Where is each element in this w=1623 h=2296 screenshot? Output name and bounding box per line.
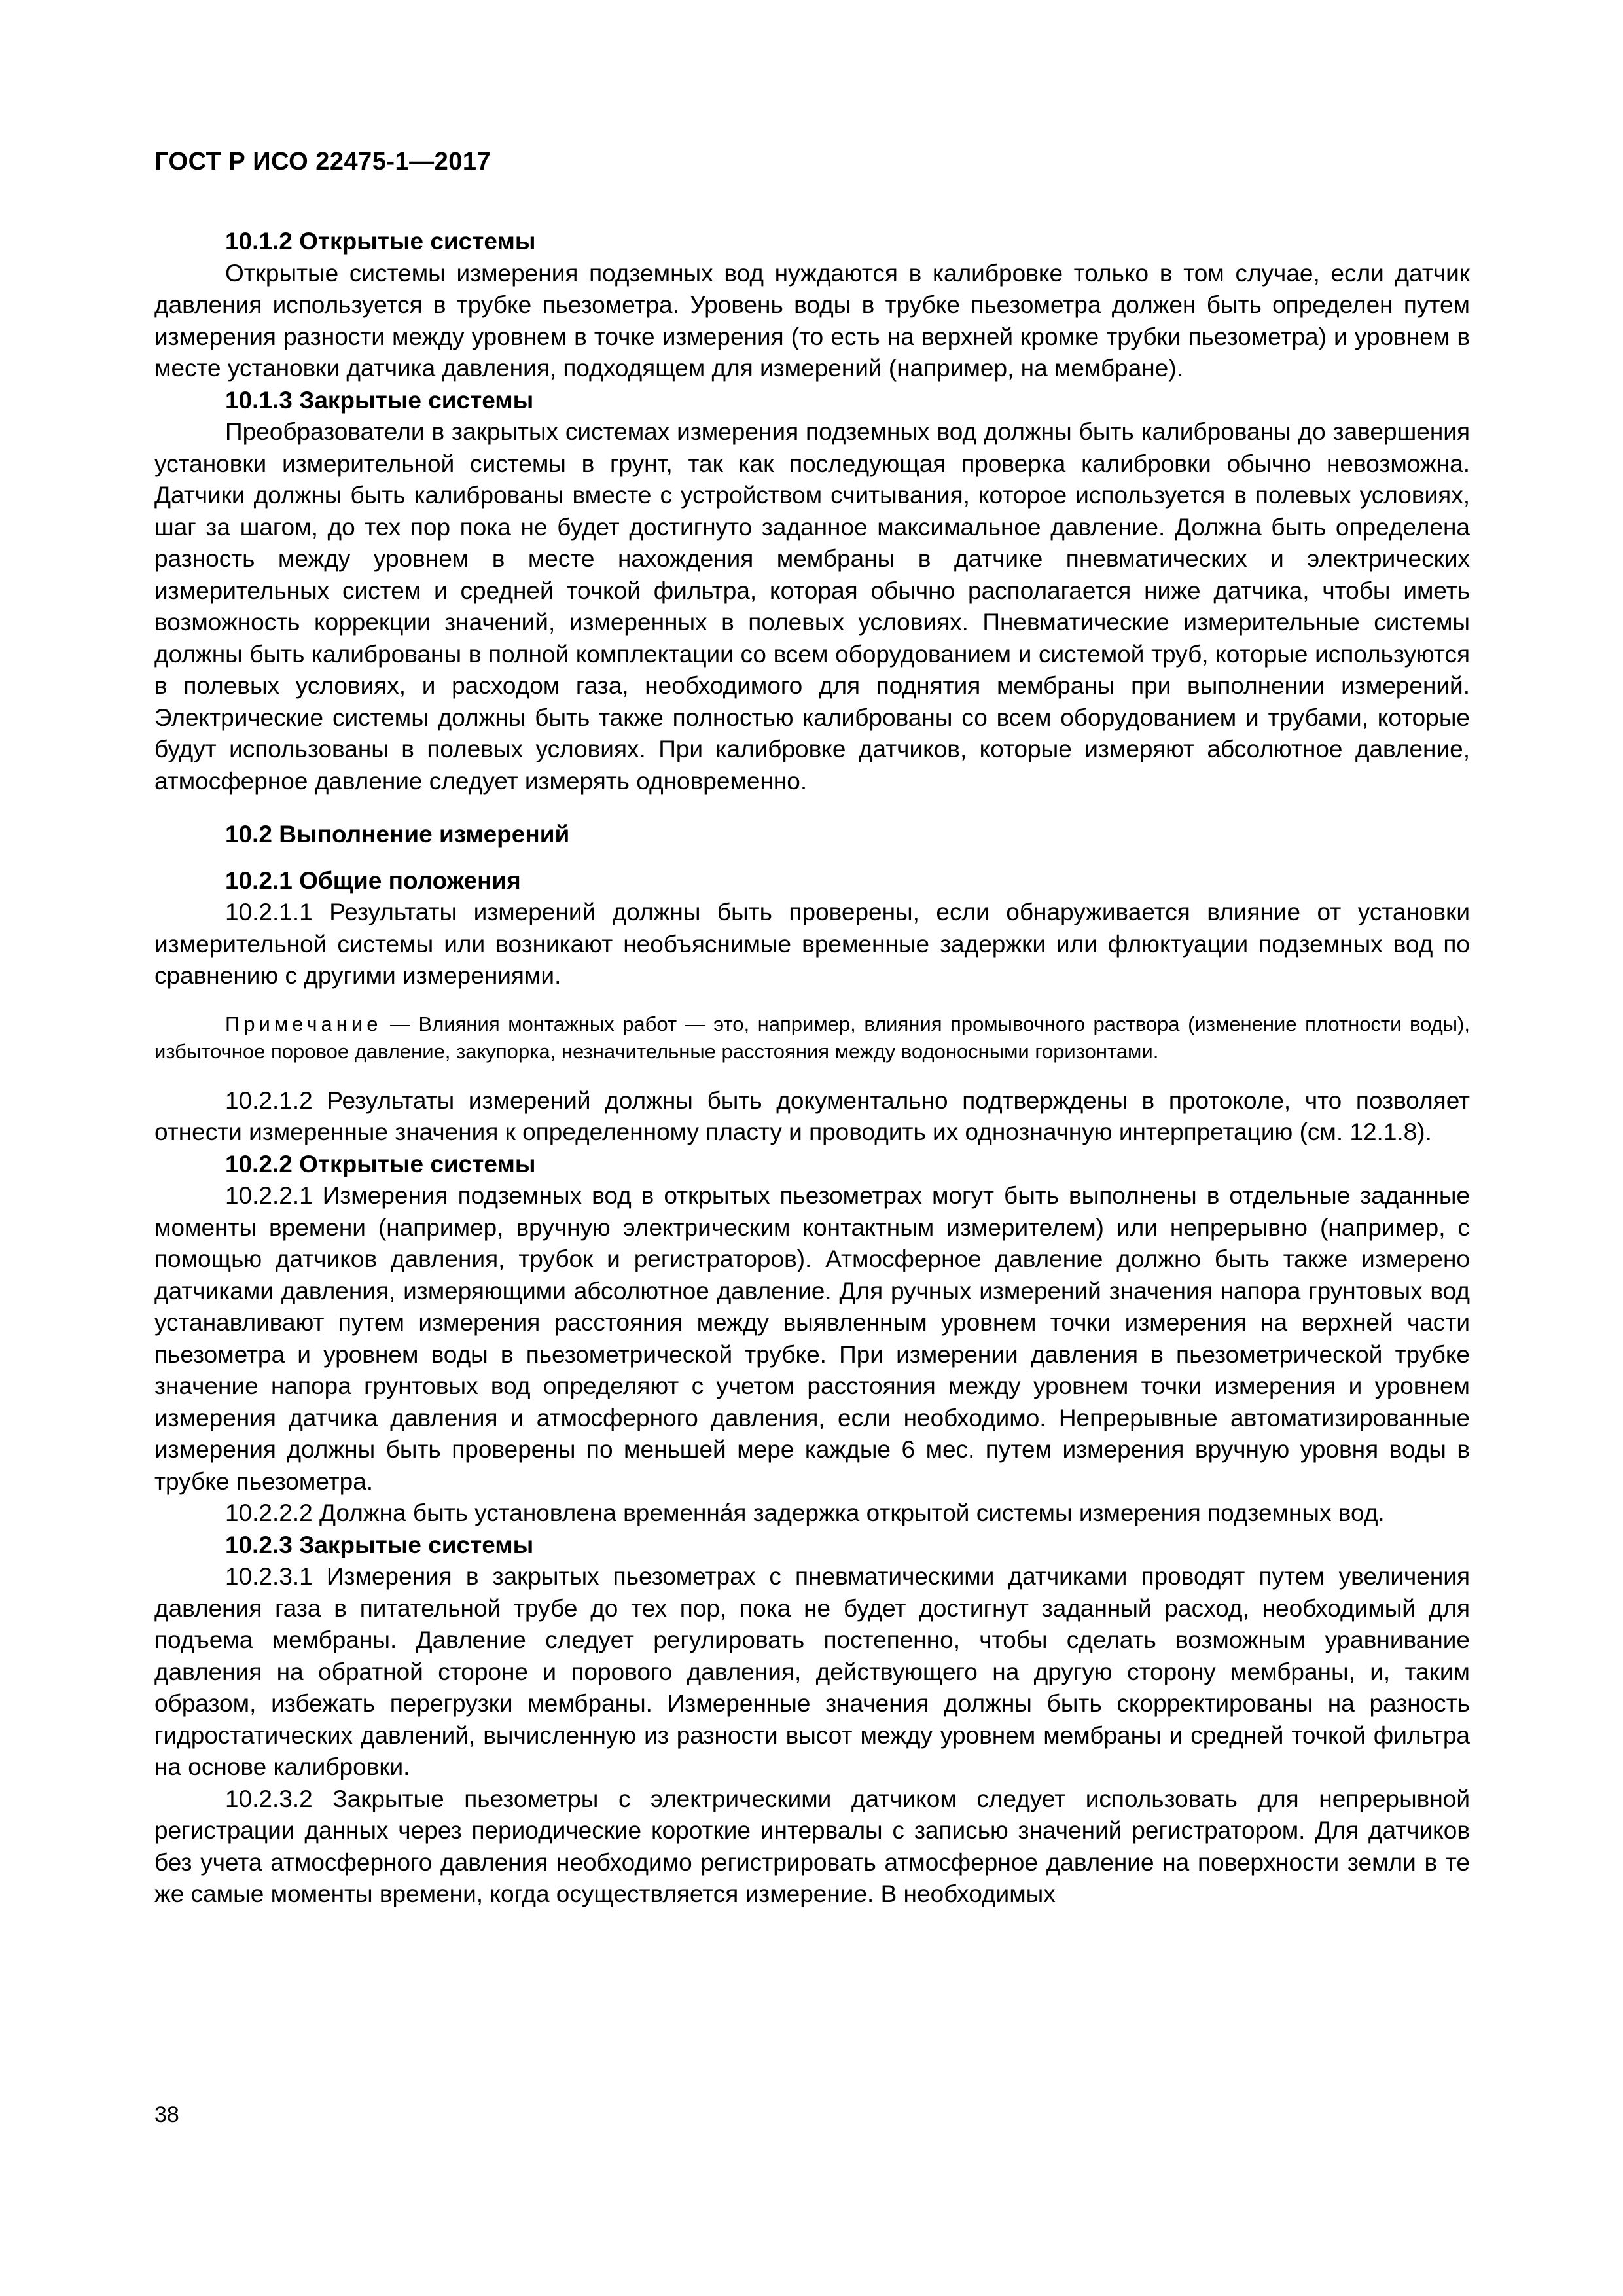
paragraph-10-2-2-2: 10.2.2.2 Должна быть установлена временна́я задержка открытой системы измерения подземных вод. — [225, 1499, 1385, 1526]
paragraph-10-2-1-2: 10.2.1.2 Результаты измерений должны быть документально подтверждены в протоколе, что позволяет отнести измеренные значения к определенному пласту и проводить их однозначную интерпретацию (см. 12.1.8). — [154, 1086, 1470, 1145]
section-10-2-1-title: 10.2.1 Общие положения — [225, 867, 521, 894]
document-body — [154, 226, 1470, 1910]
document-header: ГОСТ Р ИСО 22475-1—2017 — [154, 148, 491, 175]
section-10-1-2-title: 10.1.2 Открытые системы — [225, 228, 536, 255]
paragraph-10-2-2-1: 10.2.2.1 Измерения подземных вод в открытых пьезометрах могут быть выполнены в отдельные заданные моменты времени (например, вручную электрическим контактным измерителем) или непрерывно (например, с помощью датчиков давления, трубок и регистраторов). Атмосферное давление должно быть также измерено датчиками давления, измеряющими абсолютное давление. Для ручных измерений значения напора грунтовых вод устанавливают путем измерения расстояния между выявленным уровнем точки измерения на верхней части пьезометра и уровнем воды в пьезометрической трубке. При измерении давления в пьезометрической трубке значение напора грунтовых вод определяют с учетом расстояния между уровнем точки измерения и уровнем измерения датчика давления и атмосферного давления, если необходимо. Непрерывные автоматизированные измерения должны быть проверены по меньшей мере каждые 6 мес. путем измерения вручную уровня воды в трубке пьезометра. — [154, 1182, 1470, 1495]
section-10-2-title: 10.2 Выполнение измерений — [225, 821, 570, 848]
page-number: 38 — [154, 2102, 179, 2127]
section-10-1-3-title: 10.1.3 Закрытые системы — [225, 386, 534, 414]
section-10-2-3-title: 10.2.3 Закрытые системы — [225, 1531, 534, 1558]
section-10-2-2-title: 10.2.2 Открытые системы — [225, 1150, 536, 1177]
paragraph-10-2-1-1: 10.2.1.1 Результаты измерений должны быть проверены, если обнаруживается влияние от установки измерительной системы или возникают необъяснимые временные задержки или флюктуации подземных вод по сравнению с другими измерениями. — [154, 899, 1470, 989]
paragraph-10-2-3-1: 10.2.3.1 Измерения в закрытых пьезометрах с пневматическими датчиками проводят путем увеличения давления газа в питательной трубе до тех пор, пока не будет достигнут заданный расход, необходимый для подъема мембраны. Давление следует регулировать постепенно, чтобы сделать возможным уравнивание давления на обратной стороне и порового давления, действующего на другую сторону мембраны, и, таким образом, избежать перегрузки мембраны. Измеренные значения должны быть скорректированы на разность гидростатических давлений, вычисленную из разности высот между уровнем мембраны и средней точкой фильтра на основе калибровки. — [154, 1563, 1470, 1780]
note-label: Примечание — [225, 1012, 382, 1035]
paragraph-10-2-3-2: 10.2.3.2 Закрытые пьезометры с электрическими датчиком следует использовать для непрерывной регистрации данных через периодические короткие интервалы с записью значений регистратором. Для датчиков без учета атмосферного давления необходимо регистрировать атмосферное давление на поверхности земли в те же самые моменты времени, когда осуществляется измерение. В необходимых — [154, 1785, 1470, 1907]
section-10-1-3-text: Преобразователи в закрытых системах измерения подземных вод должны быть калиброваны до завершения установки измерительной системы в грунт, так как последующая проверка калибровки обычно невозможна. Датчики должны быть калиброваны вместе с устройством считывания, которое используется в полевых условиях, шаг за шагом, до тех пор пока не будет достигнуто заданное максимальное давление. Должна быть определена разность между уровнем в месте нахождения мембраны в датчике пневматических и электрических измерительных систем и средней точкой фильтра, которая обычно располагается ниже датчика, чтобы иметь возможность коррекции значений, измеренных в полевых условиях. Пневматические измерительные системы должны быть калиброваны в полной комплектации со всем оборудованием и системой труб, которые используются в полевых условиях, и расходом газа, необходимого для поднятия мембраны при выполнении измерений. Электрические системы должны быть также полностью калиброваны со всем оборудованием и трубами, которые будут использованы в полевых условиях. При калибровке датчиков, которые измеряют абсолютное давление, атмосферное давление следует измерять одновременно. — [154, 418, 1470, 795]
note-text: — Влияния монтажных работ — это, например, влияния промывочного раствора (изменение плотности воды), избыточное поровое давление, закупорка, незначительные расстояния между водоносными горизонтами. — [154, 1012, 1470, 1063]
note-block — [154, 1011, 1470, 1066]
section-10-1-2-text: Открытые системы измерения подземных вод нуждаются в калибровке только в том случае, если датчик давления используется в трубке пьезометра. Уровень воды в трубке пьезометра должен быть определен путем измерения разности между уровнем в точке измерения (то есть на верхней кромке трубки пьезометра) и уровнем в месте установки датчика давления, подходящем для измерений (например, на мембране). — [154, 259, 1470, 382]
